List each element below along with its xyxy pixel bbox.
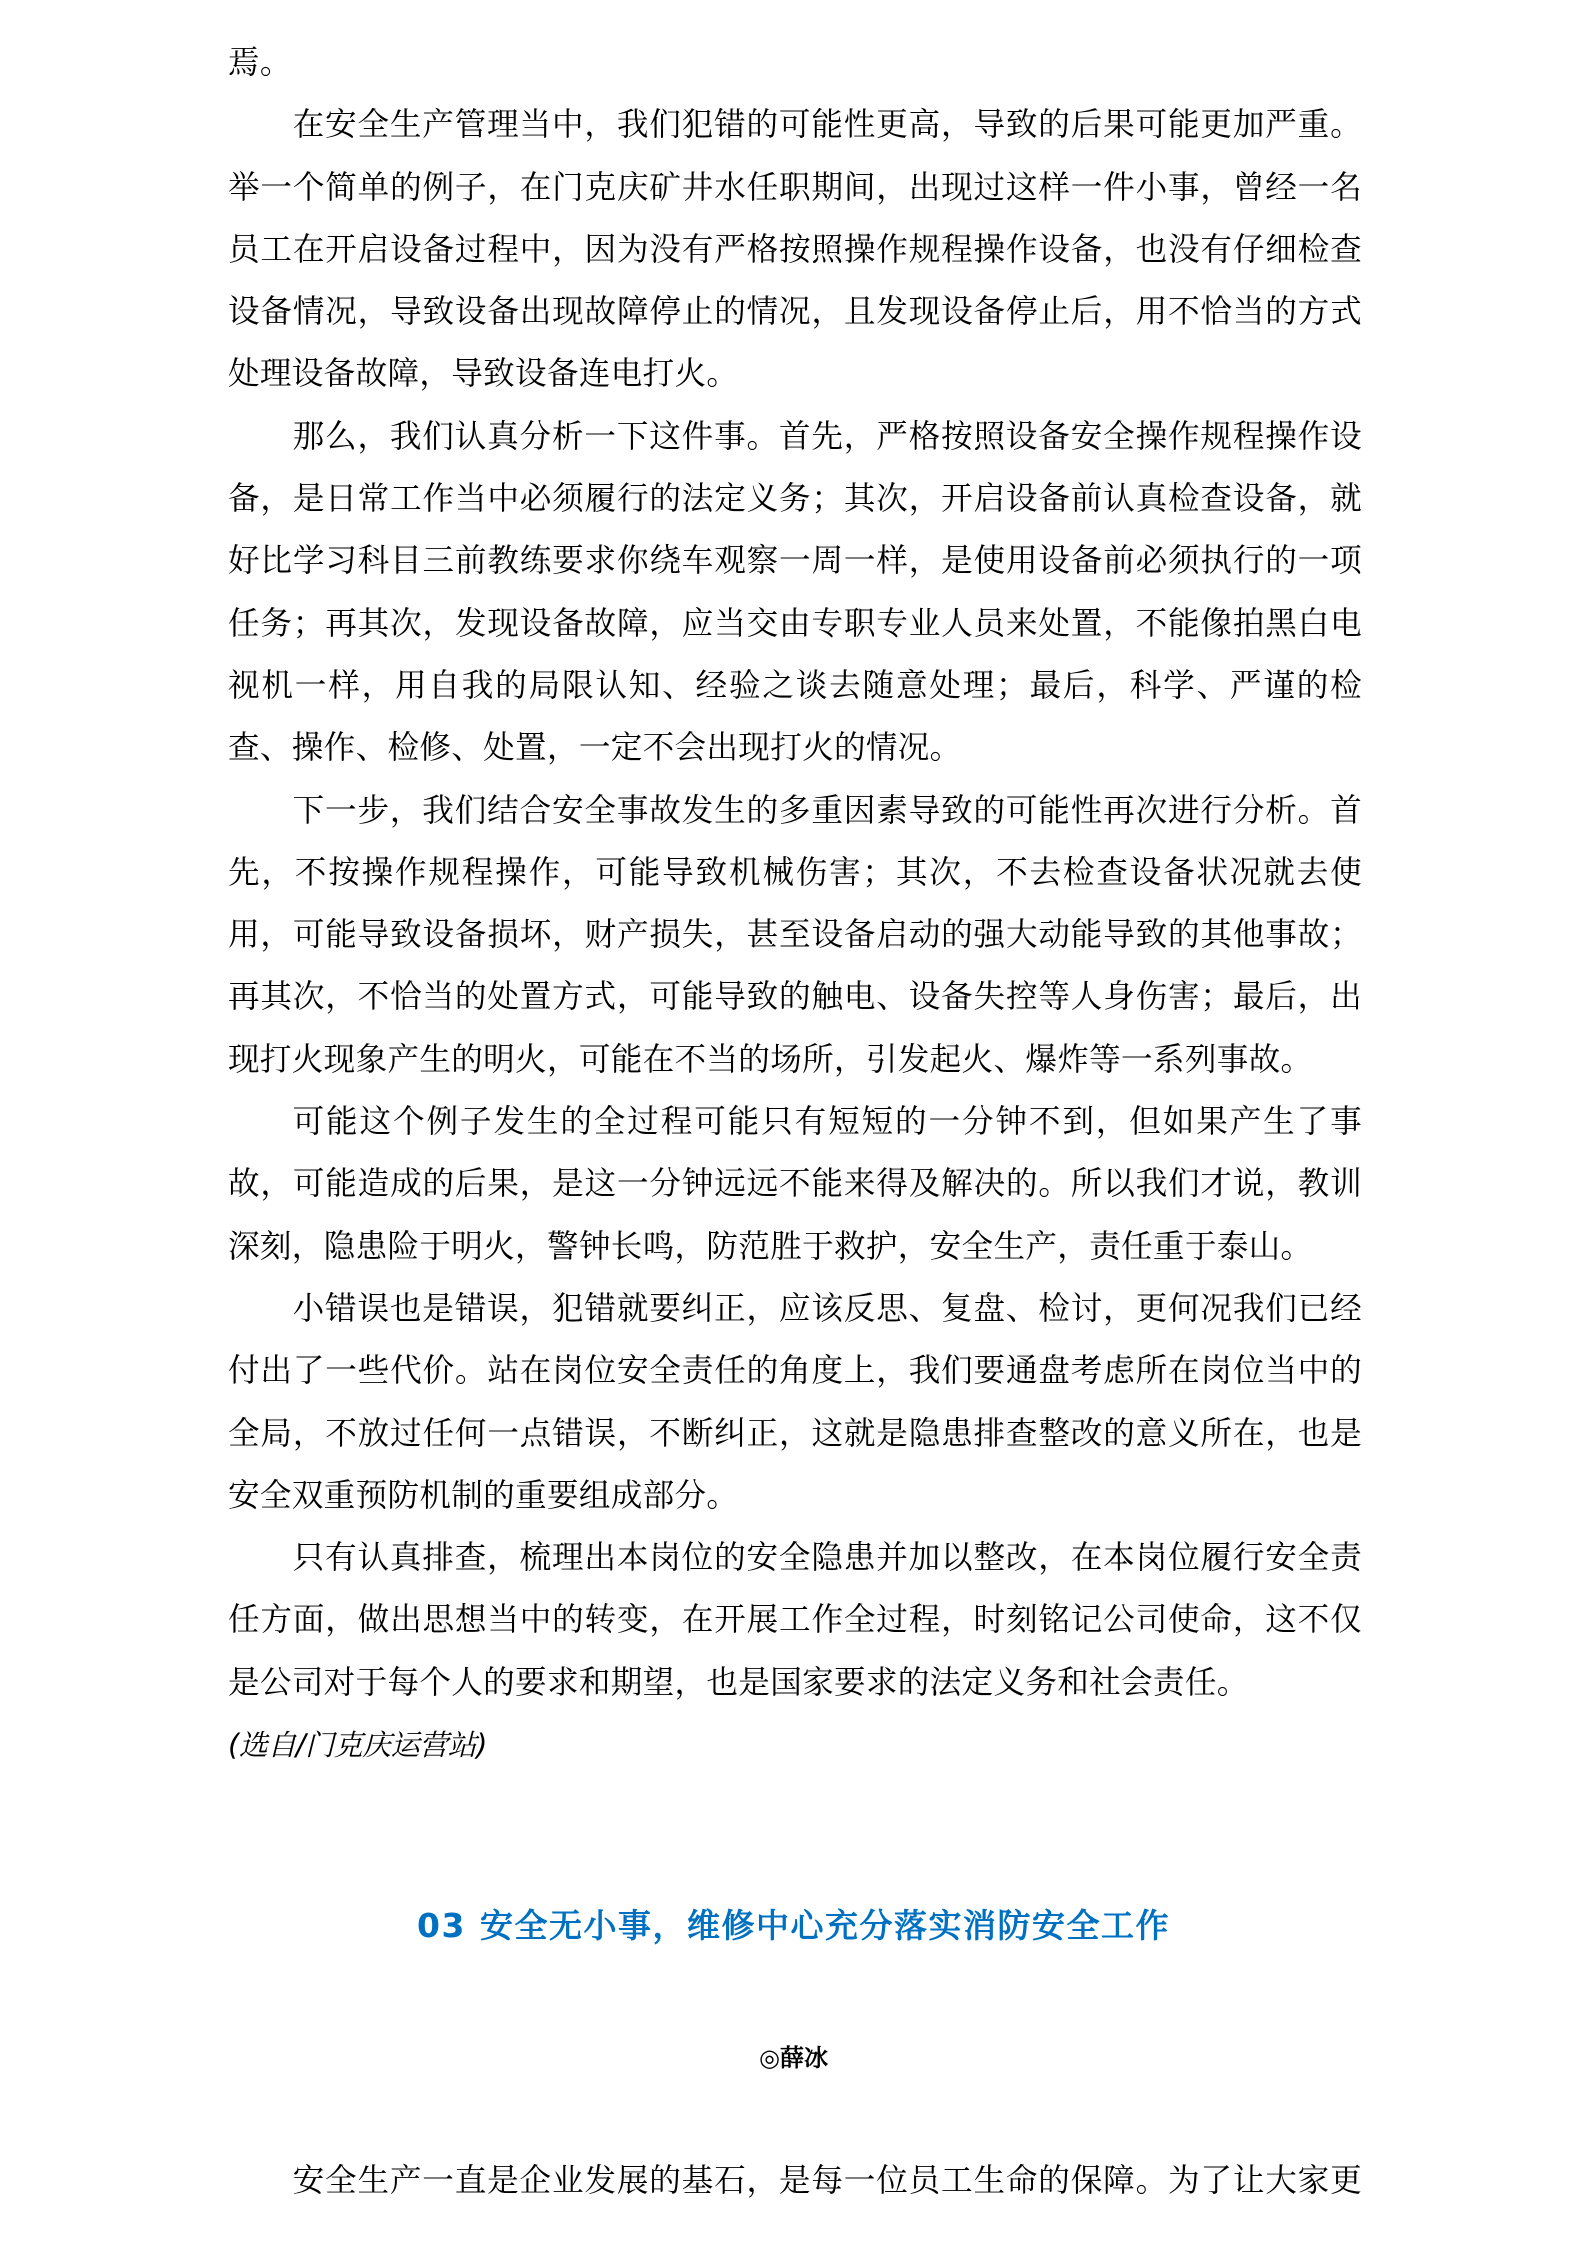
paragraph-small-mistakes: 小错误也是错误，犯错就要纠正，应该反思、复盘、检讨，更何况我们已经付出了一些代价。站在岗位安全责任的角度上，我们要通盘考虑所在岗位当中的全局，不放过任何一点错误，不断纠正，这就是隐患排查整改的意义所在，也是安全双重预防机制的重要组成部分。: [228, 1290, 1362, 1514]
section-body: [228, 2150, 1362, 2212]
paragraph-analysis: 那么，我们认真分析一下这件事。首先，严格按照设备安全操作规程操作设备，是日常工作当中必须履行的法定义务；其次，开启设备前认真检查设备，就好比学习科目三前教练要求你绕车观察一周一样，是使用设备前必须执行的一项任务；再其次，发现设备故障，应当交由专职专业人员来处置，不能像拍黑白电视机一样，用自我的局限认知、经验之谈去随意处理；最后，科学、严谨的检查、操作、检修、处置，一定不会出现打火的情况。: [228, 418, 1362, 767]
paragraph-multiple-factors: 下一步，我们结合安全事故发生的多重因素导致的可能性再次进行分析。首先，不按操作规程操作，可能导致机械伤害；其次，不去检查设备状况就去使用，可能导致设备损坏，财产损失，甚至设备启动的强大动能导致的其他事故；再其次，不恰当的处置方式，可能导致的触电、设备失控等人身伤害；最后，出现打火现象产生的明火，可能在不当的场所，引发起火、爆炸等一系列事故。: [228, 792, 1362, 1078]
article-body: [228, 32, 1362, 1776]
paragraph-mistake-consequences: 在安全生产管理当中，我们犯错的可能性更高，导致的后果可能更加严重。举一个简单的例子，在门克庆矿井水任职期间，出现过这样一件小事，曾经一名员工在开启设备过程中，因为没有严格按照操作规程操作设备，也没有仔细检查设备情况，导致设备出现故障停止的情况，且发现设备停止后，用不恰当的方式处理设备故障，导致设备连电打火。: [228, 107, 1362, 393]
source-attribution: (选自/门克庆运营站): [228, 1728, 487, 1763]
paragraph-one-minute: 可能这个例子发生的全过程可能只有短短的一分钟不到，但如果产生了事故，可能造成的后果，是这一分钟远远不能来得及解决的。所以我们才说，教训深刻，隐患险于明火，警钟长鸣，防范胜于救护，安全生产，责任重于泰山。: [228, 1104, 1362, 1265]
section-first-line: 安全生产一直是企业发展的基石，是每一位员工生命的保障。为了让大家更: [292, 2163, 1362, 2199]
paragraph-conclusion: 只有认真排查，梳理出本岗位的安全隐患并加以整改，在本岗位履行安全责任方面，做出思想当中的转变，在开展工作全过程，时刻铭记公司使命，这不仅是公司对于每个人的要求和期望，也是国家要求的法定义务和社会责任。: [228, 1540, 1362, 1701]
opening-fragment: 焉。: [228, 45, 292, 81]
section-number: 03: [417, 1906, 466, 1945]
section-title: 安全无小事，维修中心充分落实消防安全工作: [479, 1906, 1170, 1945]
author-byline: ◎薛冰: [759, 2043, 828, 2072]
section-heading: [0, 1899, 1587, 1953]
